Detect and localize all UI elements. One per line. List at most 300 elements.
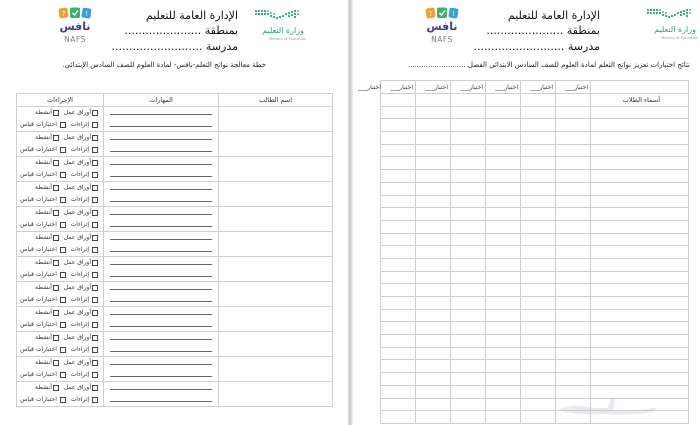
skill-blank-line[interactable] [110, 126, 212, 127]
option-activities-label: أنشطة [35, 109, 52, 116]
checkbox-activities[interactable] [53, 110, 59, 116]
test-score-cell[interactable] [486, 411, 521, 424]
procedures-cell [17, 357, 104, 382]
test-score-cell[interactable] [416, 398, 451, 411]
test-score-cell[interactable] [381, 182, 416, 195]
checkbox-enrichments[interactable] [92, 147, 98, 153]
checkbox-enrichments[interactable] [92, 372, 98, 378]
test-score-cell[interactable] [521, 132, 556, 145]
test-score-cell[interactable] [556, 347, 591, 360]
checkbox-enrichments[interactable] [92, 272, 98, 278]
procedure-options-line-2 [17, 219, 103, 231]
test-score-cell[interactable] [486, 170, 521, 183]
test-score-cell[interactable] [416, 297, 451, 310]
checkbox-activities[interactable] [53, 260, 59, 266]
skill-blank-line[interactable] [110, 251, 212, 252]
test-score-cell[interactable] [521, 208, 556, 221]
test-score-cell[interactable] [416, 157, 451, 170]
skill-blank-line[interactable] [110, 401, 212, 402]
test-score-cell[interactable] [416, 373, 451, 386]
table-row [381, 373, 689, 386]
test-score-cell[interactable] [486, 94, 521, 107]
skill-blank-line[interactable] [110, 376, 212, 377]
table-row [17, 382, 333, 407]
test-score-cell[interactable] [556, 335, 591, 348]
test-score-cell[interactable] [486, 208, 521, 221]
checkbox-worksheets[interactable] [92, 285, 98, 291]
test-score-cell[interactable] [486, 233, 521, 246]
test-score-cell[interactable] [381, 144, 416, 157]
test-score-cell[interactable] [416, 385, 451, 398]
test-score-cell[interactable] [486, 195, 521, 208]
test-score-cell[interactable] [486, 144, 521, 157]
test-score-cell[interactable] [451, 157, 486, 170]
test-score-cell[interactable] [451, 347, 486, 360]
checkbox-worksheets[interactable] [92, 235, 98, 241]
test-score-cell[interactable] [451, 373, 486, 386]
skill-blank-line[interactable] [110, 351, 212, 352]
student-name-cell[interactable] [219, 307, 333, 332]
test-score-cell[interactable] [556, 297, 591, 310]
skill-blank-line[interactable] [110, 389, 212, 390]
student-name-cell[interactable] [591, 170, 689, 183]
skill-blank-line[interactable] [110, 201, 212, 202]
skill-blank-line[interactable] [110, 339, 212, 340]
test-score-cell[interactable] [521, 322, 556, 335]
test-score-cell[interactable] [451, 297, 486, 310]
test-score-cell[interactable] [486, 385, 521, 398]
test-score-cell[interactable] [416, 220, 451, 233]
checkbox-worksheets[interactable] [92, 160, 98, 166]
test-score-cell[interactable] [416, 106, 451, 119]
checkbox-enrichments[interactable] [92, 397, 98, 403]
student-name-cell[interactable] [591, 373, 689, 386]
test-score-cell[interactable] [521, 94, 556, 107]
checkbox-enrichments[interactable] [92, 347, 98, 353]
skill-blank-line[interactable] [110, 264, 212, 265]
checkbox-enrichments[interactable] [92, 297, 98, 303]
nafs-english-name: NAFS [431, 35, 453, 44]
student-name-cell[interactable] [591, 157, 689, 170]
test-score-cell[interactable] [486, 297, 521, 310]
test-score-cell[interactable] [451, 144, 486, 157]
test-score-cell[interactable] [451, 182, 486, 195]
test-score-cell[interactable] [556, 195, 591, 208]
test-score-cell[interactable] [486, 347, 521, 360]
test-score-cell[interactable] [521, 170, 556, 183]
skills-cell[interactable] [104, 282, 219, 307]
test-score-cell[interactable] [556, 132, 591, 145]
test-score-cell[interactable] [451, 335, 486, 348]
test-score-cell[interactable] [521, 309, 556, 322]
test-score-cell[interactable] [381, 360, 416, 373]
student-name-cell[interactable] [219, 132, 333, 157]
student-name-cell[interactable] [591, 195, 689, 208]
test-score-cell[interactable] [556, 373, 591, 386]
checkbox-activities[interactable] [53, 235, 59, 241]
checkbox-worksheets[interactable] [92, 135, 98, 141]
checkbox-worksheets[interactable] [92, 110, 98, 116]
student-name-cell[interactable] [591, 271, 689, 284]
test-score-cell[interactable] [416, 411, 451, 424]
test-score-cell[interactable] [556, 170, 591, 183]
test-score-cell[interactable] [451, 271, 486, 284]
option-enrichments-label: إثراءات [70, 221, 90, 228]
option-activities-label: أنشطة [35, 159, 52, 166]
test-score-cell[interactable] [416, 258, 451, 271]
region-blank[interactable]: ...................... [486, 24, 564, 37]
test-score-cell[interactable] [451, 398, 486, 411]
test-score-cell[interactable] [486, 132, 521, 145]
skills-cell[interactable] [104, 382, 219, 407]
test-score-cell[interactable] [381, 284, 416, 297]
school-blank[interactable]: .......................... [473, 40, 565, 53]
test-score-cell[interactable] [451, 132, 486, 145]
table-row [381, 119, 689, 132]
test-score-cell[interactable] [451, 106, 486, 119]
test-score-cell[interactable] [486, 322, 521, 335]
test-score-cell[interactable] [381, 322, 416, 335]
student-name-cell[interactable] [591, 335, 689, 348]
student-name-cell[interactable] [591, 233, 689, 246]
test-score-cell[interactable] [416, 322, 451, 335]
test-score-cell[interactable] [521, 220, 556, 233]
test-score-cell[interactable] [381, 335, 416, 348]
student-name-cell[interactable] [591, 132, 689, 145]
student-name-cell[interactable] [219, 357, 333, 382]
test-score-cell[interactable] [521, 144, 556, 157]
test-score-cell[interactable] [521, 106, 556, 119]
test-score-cell[interactable] [381, 398, 416, 411]
skill-blank-line[interactable] [110, 114, 212, 115]
checkbox-enrichments[interactable] [92, 197, 98, 203]
skill-blank-line[interactable] [110, 151, 212, 152]
test-score-cell[interactable] [486, 258, 521, 271]
school-blank[interactable]: .......................... [111, 40, 203, 53]
test-score-cell[interactable] [521, 182, 556, 195]
test-score-cell[interactable] [521, 335, 556, 348]
test-score-cell[interactable] [416, 94, 451, 107]
test-score-cell[interactable] [521, 347, 556, 360]
test-score-cell[interactable] [451, 411, 486, 424]
test-score-cell[interactable] [521, 398, 556, 411]
test-score-cell[interactable] [451, 94, 486, 107]
column-header-skills: المهارات [104, 94, 219, 107]
procedure-options-line-1 [17, 157, 103, 169]
checkbox-assessment-tests[interactable] [60, 297, 66, 303]
test-score-cell[interactable] [556, 94, 591, 107]
test-score-cell[interactable] [381, 246, 416, 259]
test-score-cell[interactable] [556, 106, 591, 119]
test-score-cell[interactable] [556, 119, 591, 132]
test-score-cell[interactable] [451, 246, 486, 259]
checkbox-assessment-tests[interactable] [60, 322, 66, 328]
skill-blank-line[interactable] [110, 364, 212, 365]
region-blank[interactable]: ...................... [124, 24, 202, 37]
checkbox-activities[interactable] [53, 160, 59, 166]
test-score-cell[interactable] [451, 385, 486, 398]
checkbox-assessment-tests[interactable] [60, 172, 66, 178]
test-score-cell[interactable] [521, 195, 556, 208]
checkbox-worksheets[interactable] [92, 335, 98, 341]
checkbox-enrichments[interactable] [92, 122, 98, 128]
column-header-procedures: الإجراءات [17, 94, 104, 107]
checkbox-assessment-tests[interactable] [60, 147, 66, 153]
checkbox-activities[interactable] [53, 360, 59, 366]
test-score-cell[interactable] [486, 271, 521, 284]
skill-blank-line[interactable] [110, 276, 212, 277]
option-worksheets-label: أوراق عمل [63, 309, 91, 316]
student-name-cell[interactable] [591, 258, 689, 271]
skill-blank-line[interactable] [110, 139, 212, 140]
test-score-cell[interactable] [416, 208, 451, 221]
student-name-cell[interactable] [591, 208, 689, 221]
test-score-cell[interactable] [521, 246, 556, 259]
test-score-cell[interactable] [556, 246, 591, 259]
checkbox-enrichments[interactable] [92, 247, 98, 253]
test-score-cell[interactable] [381, 170, 416, 183]
skill-blank-line[interactable] [110, 226, 212, 227]
test-score-cell[interactable] [556, 360, 591, 373]
skills-cell[interactable] [104, 257, 219, 282]
skills-cell[interactable] [104, 182, 219, 207]
column-header-blank [591, 81, 689, 94]
skills-cell[interactable] [104, 157, 219, 182]
skill-blank-line[interactable] [110, 326, 212, 327]
skills-cell[interactable] [104, 357, 219, 382]
checkbox-assessment-tests[interactable] [60, 397, 66, 403]
test-score-cell[interactable] [416, 170, 451, 183]
test-score-cell[interactable] [381, 309, 416, 322]
test-score-cell[interactable] [451, 309, 486, 322]
skills-cell[interactable] [104, 132, 219, 157]
skill-blank-line[interactable] [110, 289, 212, 290]
test-score-cell[interactable] [381, 119, 416, 132]
test-score-cell[interactable] [451, 170, 486, 183]
option-worksheets-label: أوراق عمل [63, 159, 91, 166]
checkbox-activities[interactable] [53, 310, 59, 316]
skills-cell[interactable] [104, 107, 219, 132]
checkbox-assessment-tests[interactable] [60, 347, 66, 353]
student-name-cell[interactable] [219, 207, 333, 232]
nafs-logo [422, 7, 462, 51]
checkbox-activities[interactable] [53, 210, 59, 216]
skill-blank-line[interactable] [110, 239, 212, 240]
test-score-cell[interactable] [451, 258, 486, 271]
test-score-cell[interactable] [381, 258, 416, 271]
test-score-cell[interactable] [486, 246, 521, 259]
test-score-cell[interactable] [451, 284, 486, 297]
test-score-cell[interactable] [486, 106, 521, 119]
test-score-cell[interactable] [381, 157, 416, 170]
test-score-cell[interactable] [556, 208, 591, 221]
test-score-cell[interactable] [416, 144, 451, 157]
student-name-cell[interactable] [219, 257, 333, 282]
checkbox-worksheets[interactable] [92, 310, 98, 316]
test-score-cell[interactable] [451, 208, 486, 221]
test-score-cell[interactable] [451, 360, 486, 373]
student-name-cell[interactable] [219, 157, 333, 182]
checkbox-enrichments[interactable] [92, 222, 98, 228]
test-score-cell[interactable] [486, 119, 521, 132]
student-name-cell[interactable] [219, 332, 333, 357]
option-enrichments-label: إثراءات [70, 246, 90, 253]
skill-blank-line[interactable] [110, 301, 212, 302]
test-score-cell[interactable] [381, 195, 416, 208]
test-score-cell[interactable] [486, 284, 521, 297]
checkbox-worksheets[interactable] [92, 185, 98, 191]
test-score-cell[interactable] [451, 322, 486, 335]
test-score-cell[interactable] [416, 360, 451, 373]
test-score-cell[interactable] [416, 335, 451, 348]
test-score-cell[interactable] [521, 271, 556, 284]
student-name-cell[interactable] [591, 322, 689, 335]
student-name-cell[interactable] [591, 297, 689, 310]
skills-cell[interactable] [104, 207, 219, 232]
test-score-cell[interactable] [381, 132, 416, 145]
test-score-cell[interactable] [381, 106, 416, 119]
skill-blank-line[interactable] [110, 214, 212, 215]
student-name-cell[interactable] [591, 347, 689, 360]
checkbox-enrichments[interactable] [92, 172, 98, 178]
test-score-cell[interactable] [451, 119, 486, 132]
test-score-cell[interactable] [486, 157, 521, 170]
test-score-cell[interactable] [556, 157, 591, 170]
test-score-cell[interactable] [416, 195, 451, 208]
student-name-cell[interactable] [591, 106, 689, 119]
test-score-cell[interactable] [486, 373, 521, 386]
test-score-cell[interactable] [381, 220, 416, 233]
checkbox-assessment-tests[interactable] [60, 272, 66, 278]
ministry-name-arabic: وزارة التعليم [654, 25, 696, 34]
test-score-cell[interactable] [521, 258, 556, 271]
student-name-cell[interactable] [219, 282, 333, 307]
test-score-cell[interactable] [416, 246, 451, 259]
test-score-cell[interactable] [556, 322, 591, 335]
table-row [381, 195, 689, 208]
test-score-cell[interactable] [381, 271, 416, 284]
table-row [17, 257, 333, 282]
test-score-cell[interactable] [416, 271, 451, 284]
student-name-cell[interactable] [591, 284, 689, 297]
skills-cell[interactable] [104, 232, 219, 257]
checkbox-activities[interactable] [53, 335, 59, 341]
skill-blank-line[interactable] [110, 176, 212, 177]
checkbox-assessment-tests[interactable] [60, 247, 66, 253]
test-score-cell[interactable] [486, 182, 521, 195]
test-score-cell[interactable] [521, 284, 556, 297]
test-score-cell[interactable] [556, 233, 591, 246]
test-score-cell[interactable] [451, 195, 486, 208]
student-name-cell[interactable] [591, 246, 689, 259]
checkbox-worksheets[interactable] [92, 210, 98, 216]
checkbox-activities[interactable] [53, 285, 59, 291]
checkbox-worksheets[interactable] [92, 360, 98, 366]
test-score-cell[interactable] [381, 94, 416, 107]
checkbox-worksheets[interactable] [92, 385, 98, 391]
test-score-cell[interactable] [521, 233, 556, 246]
test-score-cell[interactable] [416, 233, 451, 246]
skills-cell[interactable] [104, 332, 219, 357]
procedures-cell [17, 307, 104, 332]
test-score-cell[interactable] [486, 360, 521, 373]
test-score-cell[interactable] [381, 347, 416, 360]
table-row [17, 307, 333, 332]
test-score-cell[interactable] [416, 309, 451, 322]
test-score-cell[interactable] [556, 284, 591, 297]
checkbox-activities[interactable] [53, 185, 59, 191]
skill-blank-line[interactable] [110, 189, 212, 190]
svg-text:!: ! [85, 10, 88, 18]
procedure-options-line-2 [17, 344, 103, 356]
checkbox-activities[interactable] [53, 135, 59, 141]
student-name-cell[interactable] [591, 144, 689, 157]
test-score-cell[interactable] [486, 335, 521, 348]
checkbox-assessment-tests[interactable] [60, 222, 66, 228]
skill-blank-line[interactable] [110, 164, 212, 165]
checkbox-activities[interactable] [53, 385, 59, 391]
test-score-cell[interactable] [486, 398, 521, 411]
student-name-cell[interactable] [591, 360, 689, 373]
test-score-cell[interactable] [556, 271, 591, 284]
student-name-cell[interactable] [219, 382, 333, 407]
test-score-cell[interactable] [416, 182, 451, 195]
student-name-cell[interactable] [591, 182, 689, 195]
test-score-cell[interactable] [486, 309, 521, 322]
test-score-cell[interactable] [381, 385, 416, 398]
test-score-cell[interactable] [381, 373, 416, 386]
student-name-cell[interactable] [591, 119, 689, 132]
test-score-cell[interactable] [381, 411, 416, 424]
test-score-cell[interactable] [381, 208, 416, 221]
checkbox-assessment-tests[interactable] [60, 122, 66, 128]
table-row [17, 332, 333, 357]
skill-blank-line[interactable] [110, 314, 212, 315]
test-score-cell[interactable] [381, 297, 416, 310]
test-score-cell[interactable] [521, 157, 556, 170]
test-score-cell[interactable] [556, 182, 591, 195]
checkbox-worksheets[interactable] [92, 260, 98, 266]
skills-cell[interactable] [104, 307, 219, 332]
test-score-cell[interactable] [521, 119, 556, 132]
checkbox-assessment-tests[interactable] [60, 372, 66, 378]
test-score-cell[interactable] [556, 220, 591, 233]
test-score-cell[interactable] [486, 220, 521, 233]
test-score-cell[interactable] [521, 373, 556, 386]
test-score-cell[interactable] [416, 119, 451, 132]
test-score-cell[interactable] [556, 309, 591, 322]
test-score-cell[interactable] [556, 144, 591, 157]
test-score-cell[interactable] [556, 258, 591, 271]
test-score-cell[interactable] [451, 220, 486, 233]
test-score-cell[interactable] [416, 347, 451, 360]
test-score-cell[interactable] [416, 284, 451, 297]
checkbox-enrichments[interactable] [92, 322, 98, 328]
test-score-cell[interactable] [416, 132, 451, 145]
student-name-cell[interactable] [219, 182, 333, 207]
test-score-cell[interactable] [521, 411, 556, 424]
test-score-cell[interactable] [381, 233, 416, 246]
test-score-cell[interactable] [521, 297, 556, 310]
checkbox-assessment-tests[interactable] [60, 197, 66, 203]
test-score-cell[interactable] [451, 233, 486, 246]
student-name-cell[interactable] [591, 220, 689, 233]
student-name-cell[interactable] [591, 309, 689, 322]
test-score-cell[interactable] [521, 385, 556, 398]
test-score-cell[interactable] [521, 360, 556, 373]
student-name-cell[interactable] [219, 107, 333, 132]
student-name-cell[interactable] [219, 232, 333, 257]
